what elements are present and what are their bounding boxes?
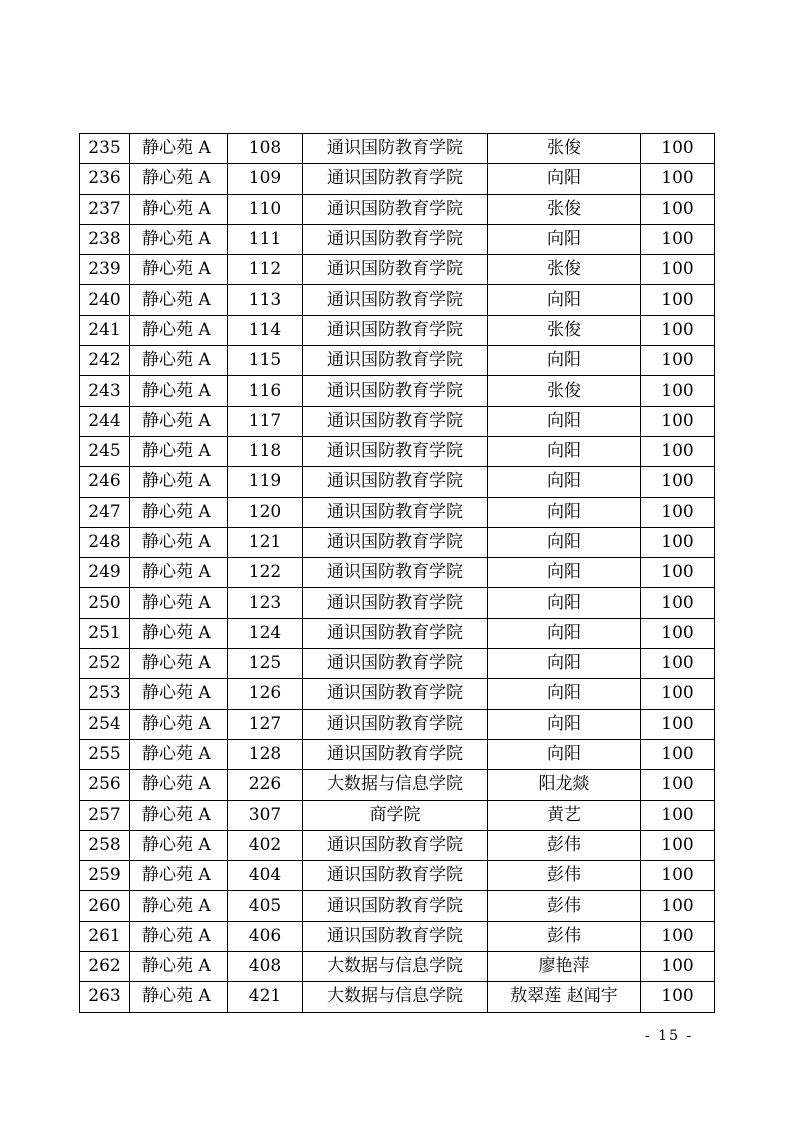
college-cell: 通识国防教育学院 [303, 891, 488, 921]
building-cell: 静心苑 A [130, 618, 228, 648]
college-cell: 通识国防教育学院 [303, 194, 488, 224]
row-index-cell: 242 [80, 346, 130, 376]
row-index-cell: 252 [80, 649, 130, 679]
score-cell: 100 [641, 467, 715, 497]
counselor-cell: 向阳 [488, 406, 641, 436]
table-row [80, 649, 715, 679]
row-index-cell: 261 [80, 921, 130, 951]
room-number-cell: 124 [228, 618, 303, 648]
building-cell: 静心苑 A [130, 315, 228, 345]
score-cell: 100 [641, 346, 715, 376]
row-index-cell: 238 [80, 224, 130, 254]
college-cell: 通识国防教育学院 [303, 285, 488, 315]
row-index-cell: 241 [80, 315, 130, 345]
row-index-cell: 256 [80, 770, 130, 800]
row-index-cell: 263 [80, 982, 130, 1012]
room-number-cell: 128 [228, 739, 303, 769]
score-cell: 100 [641, 891, 715, 921]
score-cell: 100 [641, 558, 715, 588]
table-row [80, 952, 715, 982]
score-cell: 100 [641, 679, 715, 709]
table-row [80, 921, 715, 951]
score-cell: 100 [641, 861, 715, 891]
score-cell: 100 [641, 982, 715, 1012]
score-cell: 100 [641, 588, 715, 618]
room-number-cell: 120 [228, 497, 303, 527]
building-cell: 静心苑 A [130, 376, 228, 406]
college-cell: 通识国防教育学院 [303, 497, 488, 527]
room-number-cell: 126 [228, 679, 303, 709]
score-cell: 100 [641, 164, 715, 194]
building-cell: 静心苑 A [130, 346, 228, 376]
table-row [80, 285, 715, 315]
building-cell: 静心苑 A [130, 134, 228, 164]
counselor-cell: 张俊 [488, 255, 641, 285]
building-cell: 静心苑 A [130, 255, 228, 285]
college-cell: 大数据与信息学院 [303, 952, 488, 982]
room-number-cell: 119 [228, 467, 303, 497]
table-row [80, 346, 715, 376]
college-cell: 通识国防教育学院 [303, 861, 488, 891]
building-cell: 静心苑 A [130, 588, 228, 618]
college-cell: 通识国防教育学院 [303, 558, 488, 588]
table-row [80, 164, 715, 194]
row-index-cell: 240 [80, 285, 130, 315]
room-number-cell: 122 [228, 558, 303, 588]
score-cell: 100 [641, 830, 715, 860]
row-index-cell: 249 [80, 558, 130, 588]
score-cell: 100 [641, 739, 715, 769]
table-row [80, 800, 715, 830]
score-cell: 100 [641, 800, 715, 830]
row-index-cell: 246 [80, 467, 130, 497]
score-cell: 100 [641, 709, 715, 739]
table-row [80, 527, 715, 557]
row-index-cell: 244 [80, 406, 130, 436]
college-cell: 通识国防教育学院 [303, 709, 488, 739]
building-cell: 静心苑 A [130, 285, 228, 315]
table-row [80, 224, 715, 254]
counselor-cell: 彭伟 [488, 830, 641, 860]
college-cell: 通识国防教育学院 [303, 406, 488, 436]
row-index-cell: 260 [80, 891, 130, 921]
college-cell: 通识国防教育学院 [303, 527, 488, 557]
college-cell: 通识国防教育学院 [303, 164, 488, 194]
score-cell: 100 [641, 497, 715, 527]
score-cell: 100 [641, 618, 715, 648]
score-cell: 100 [641, 224, 715, 254]
row-index-cell: 255 [80, 739, 130, 769]
building-cell: 静心苑 A [130, 436, 228, 466]
score-cell: 100 [641, 952, 715, 982]
building-cell: 静心苑 A [130, 649, 228, 679]
page-number: - 15 - [645, 1028, 694, 1044]
building-cell: 静心苑 A [130, 497, 228, 527]
score-cell: 100 [641, 134, 715, 164]
counselor-cell: 彭伟 [488, 921, 641, 951]
room-number-cell: 226 [228, 770, 303, 800]
row-index-cell: 253 [80, 679, 130, 709]
table-row [80, 739, 715, 769]
counselor-cell: 向阳 [488, 164, 641, 194]
counselor-cell: 向阳 [488, 527, 641, 557]
counselor-cell: 向阳 [488, 467, 641, 497]
building-cell: 静心苑 A [130, 194, 228, 224]
room-number-cell: 109 [228, 164, 303, 194]
row-index-cell: 259 [80, 861, 130, 891]
counselor-cell: 向阳 [488, 739, 641, 769]
counselor-cell: 向阳 [488, 224, 641, 254]
table-row [80, 406, 715, 436]
score-cell: 100 [641, 255, 715, 285]
college-cell: 通识国防教育学院 [303, 679, 488, 709]
row-index-cell: 239 [80, 255, 130, 285]
score-cell: 100 [641, 285, 715, 315]
score-cell: 100 [641, 194, 715, 224]
college-cell: 商学院 [303, 800, 488, 830]
counselor-cell: 张俊 [488, 315, 641, 345]
counselor-cell: 向阳 [488, 618, 641, 648]
college-cell: 通识国防教育学院 [303, 376, 488, 406]
college-cell: 通识国防教育学院 [303, 255, 488, 285]
table-row [80, 255, 715, 285]
counselor-cell: 廖艳萍 [488, 952, 641, 982]
counselor-cell: 向阳 [488, 346, 641, 376]
row-index-cell: 237 [80, 194, 130, 224]
room-number-cell: 113 [228, 285, 303, 315]
room-number-cell: 110 [228, 194, 303, 224]
score-cell: 100 [641, 406, 715, 436]
counselor-cell: 敖翠莲 赵闻宇 [488, 982, 641, 1012]
room-number-cell: 408 [228, 952, 303, 982]
table-row [80, 467, 715, 497]
building-cell: 静心苑 A [130, 679, 228, 709]
room-number-cell: 121 [228, 527, 303, 557]
row-index-cell: 247 [80, 497, 130, 527]
counselor-cell: 向阳 [488, 588, 641, 618]
score-cell: 100 [641, 649, 715, 679]
row-index-cell: 236 [80, 164, 130, 194]
college-cell: 通识国防教育学院 [303, 436, 488, 466]
room-number-cell: 114 [228, 315, 303, 345]
college-cell: 通识国防教育学院 [303, 921, 488, 951]
counselor-cell: 彭伟 [488, 891, 641, 921]
building-cell: 静心苑 A [130, 739, 228, 769]
building-cell: 静心苑 A [130, 861, 228, 891]
college-cell: 通识国防教育学院 [303, 134, 488, 164]
college-cell: 通识国防教育学院 [303, 588, 488, 618]
row-index-cell: 245 [80, 436, 130, 466]
dormitory-score-table-container [79, 133, 714, 1013]
college-cell: 大数据与信息学院 [303, 982, 488, 1012]
counselor-cell: 向阳 [488, 649, 641, 679]
table-row [80, 194, 715, 224]
building-cell: 静心苑 A [130, 709, 228, 739]
counselor-cell: 向阳 [488, 285, 641, 315]
table-row [80, 618, 715, 648]
counselor-cell: 向阳 [488, 558, 641, 588]
room-number-cell: 307 [228, 800, 303, 830]
college-cell: 通识国防教育学院 [303, 739, 488, 769]
building-cell: 静心苑 A [130, 830, 228, 860]
counselor-cell: 向阳 [488, 679, 641, 709]
table-row [80, 315, 715, 345]
college-cell: 通识国防教育学院 [303, 315, 488, 345]
college-cell: 通识国防教育学院 [303, 346, 488, 376]
room-number-cell: 116 [228, 376, 303, 406]
building-cell: 静心苑 A [130, 164, 228, 194]
score-cell: 100 [641, 315, 715, 345]
room-number-cell: 421 [228, 982, 303, 1012]
room-number-cell: 402 [228, 830, 303, 860]
room-number-cell: 127 [228, 709, 303, 739]
building-cell: 静心苑 A [130, 982, 228, 1012]
row-index-cell: 235 [80, 134, 130, 164]
college-cell: 大数据与信息学院 [303, 770, 488, 800]
room-number-cell: 123 [228, 588, 303, 618]
building-cell: 静心苑 A [130, 891, 228, 921]
building-cell: 静心苑 A [130, 952, 228, 982]
college-cell: 通识国防教育学院 [303, 830, 488, 860]
table-row [80, 830, 715, 860]
table-row [80, 770, 715, 800]
building-cell: 静心苑 A [130, 406, 228, 436]
room-number-cell: 406 [228, 921, 303, 951]
building-cell: 静心苑 A [130, 224, 228, 254]
counselor-cell: 阳龙燚 [488, 770, 641, 800]
building-cell: 静心苑 A [130, 527, 228, 557]
table-row [80, 709, 715, 739]
row-index-cell: 254 [80, 709, 130, 739]
college-cell: 通识国防教育学院 [303, 224, 488, 254]
counselor-cell: 张俊 [488, 194, 641, 224]
counselor-cell: 向阳 [488, 497, 641, 527]
score-cell: 100 [641, 436, 715, 466]
table-row [80, 376, 715, 406]
room-number-cell: 404 [228, 861, 303, 891]
counselor-cell: 张俊 [488, 134, 641, 164]
counselor-cell: 向阳 [488, 709, 641, 739]
room-number-cell: 112 [228, 255, 303, 285]
table-row [80, 982, 715, 1012]
table-row [80, 436, 715, 466]
row-index-cell: 250 [80, 588, 130, 618]
room-number-cell: 115 [228, 346, 303, 376]
row-index-cell: 248 [80, 527, 130, 557]
table-row [80, 497, 715, 527]
row-index-cell: 251 [80, 618, 130, 648]
counselor-cell: 向阳 [488, 436, 641, 466]
table-body [80, 134, 715, 1013]
room-number-cell: 108 [228, 134, 303, 164]
table-row [80, 891, 715, 921]
row-index-cell: 243 [80, 376, 130, 406]
row-index-cell: 257 [80, 800, 130, 830]
table-row [80, 588, 715, 618]
counselor-cell: 黄艺 [488, 800, 641, 830]
building-cell: 静心苑 A [130, 558, 228, 588]
college-cell: 通识国防教育学院 [303, 649, 488, 679]
room-number-cell: 118 [228, 436, 303, 466]
college-cell: 通识国防教育学院 [303, 618, 488, 648]
room-number-cell: 405 [228, 891, 303, 921]
dormitory-score-table [79, 133, 715, 1013]
table-row [80, 679, 715, 709]
building-cell: 静心苑 A [130, 770, 228, 800]
table-row [80, 558, 715, 588]
score-cell: 100 [641, 376, 715, 406]
score-cell: 100 [641, 527, 715, 557]
building-cell: 静心苑 A [130, 921, 228, 951]
counselor-cell: 张俊 [488, 376, 641, 406]
building-cell: 静心苑 A [130, 467, 228, 497]
row-index-cell: 258 [80, 830, 130, 860]
score-cell: 100 [641, 770, 715, 800]
room-number-cell: 125 [228, 649, 303, 679]
row-index-cell: 262 [80, 952, 130, 982]
building-cell: 静心苑 A [130, 800, 228, 830]
score-cell: 100 [641, 921, 715, 951]
counselor-cell: 彭伟 [488, 861, 641, 891]
room-number-cell: 111 [228, 224, 303, 254]
table-row [80, 134, 715, 164]
table-row [80, 861, 715, 891]
college-cell: 通识国防教育学院 [303, 467, 488, 497]
room-number-cell: 117 [228, 406, 303, 436]
